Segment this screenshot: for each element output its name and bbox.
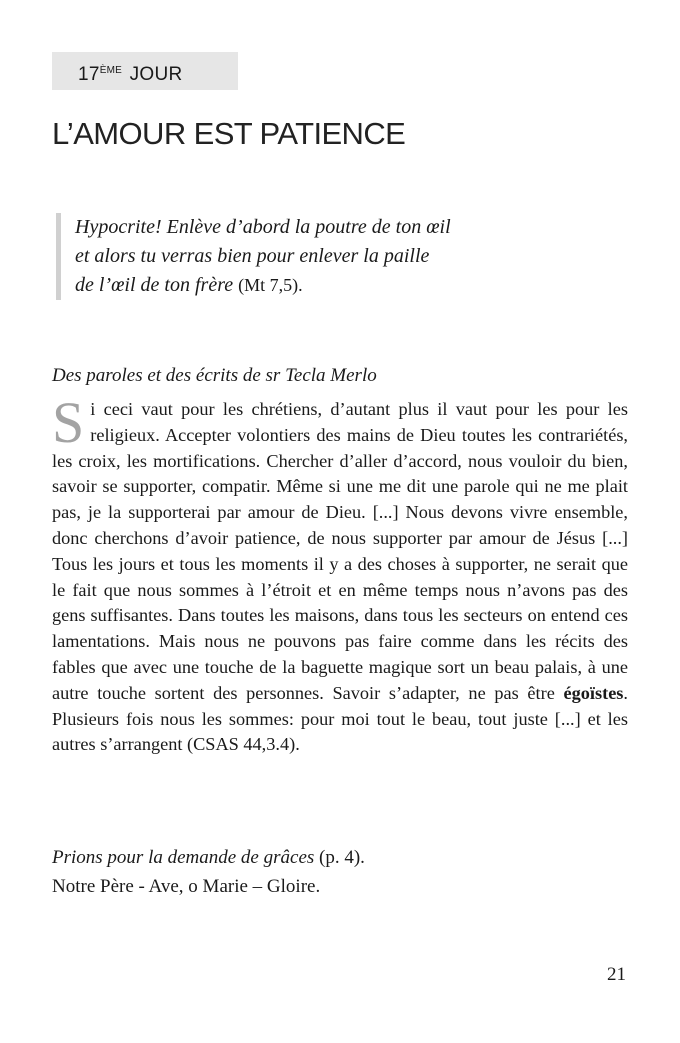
day-suffix: ÈME (99, 65, 123, 76)
prayer-instruction-italic: Prions pour la demande de grâces (52, 847, 315, 868)
quote-line-1: Hypocrite! Enlève d’abord la poutre de ton œil (75, 216, 451, 238)
body-paragraph (52, 390, 628, 758)
prayer-instruction (52, 845, 365, 871)
prayer-instruction-ref: (p. 4). (314, 847, 365, 868)
quote-line-2: et alors tu verras bien pour enlever la paille (75, 245, 430, 267)
day-number: 17 (78, 64, 100, 85)
source-heading: Des paroles et des écrits de sr Tecla Merlo (52, 365, 377, 386)
prayer-list: Notre Père - Ave, o Marie – Gloire. (52, 876, 321, 897)
drop-cap: S (52, 390, 85, 455)
quote-line-3 (75, 271, 536, 300)
body-bold-word: égoïstes (563, 682, 624, 703)
scripture-quote (56, 213, 536, 300)
chapter-title: L’AMOUR EST PATIENCE (52, 116, 406, 151)
day-word: JOUR (129, 64, 183, 85)
body-text-1: i ceci vaut pour les chrétiens, d’autant plus il vaut pour les pour les religieux. Accepter volontiers des mains de Dieu toutes les contrariétés, les croix, les mortifications. Chercher d’aller d’accord, nous vouloir du bien, savoir se supporter, compatir. Même si une me dit une parole qui ne me plait pas, je la supporterai par amour de Dieu. [...] Nous devons vivre ensemble, donc cherchons d’avoir patience, de nous supporter par amour de Jésus [...] Tous les jours et tous les moments il y a des choses à supporter, ne serait que le fait que nous sommes à l’étroit et en même temps nous n’avons pas des gens suffisantes. Dans toutes les maisons, dans tous les secteurs on entend ces lamentations. Mais nous ne pouvons pas faire comme dans les récits des fables que avec une touche de la baguette magique sort un beau palais, à une autre touche sortent des personnes. Savoir s’adapter, ne pas être (52, 399, 628, 703)
page-number: 21 (607, 964, 626, 985)
day-label (52, 52, 238, 90)
body-text-2: . Plusieurs fois nous les sommes: pour moi tout le beau, tout juste [...] et les autres s’arrangent (CSAS 44,3.4). (52, 682, 628, 755)
quote-reference: (Mt 7,5). (238, 275, 303, 295)
quote-line-3-text: de l’œil de ton frère (75, 274, 234, 296)
